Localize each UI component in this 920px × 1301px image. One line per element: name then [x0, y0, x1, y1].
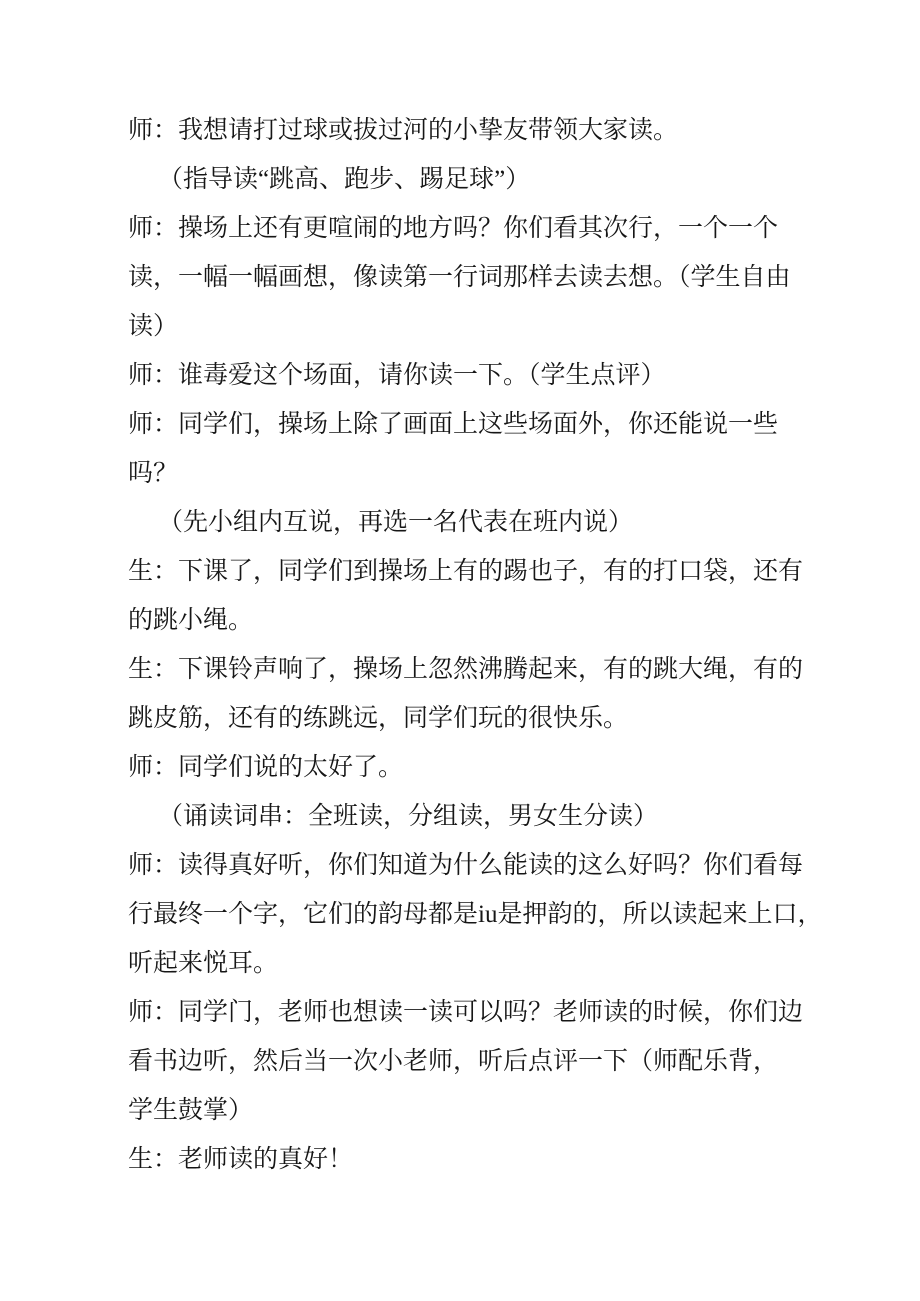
text-line: 读）	[128, 313, 179, 340]
text-line: 听起来悦耳。	[128, 950, 279, 977]
text-line: 吗？	[128, 460, 179, 487]
text-line: 行最终一个字，它们的韵母都是iu是押韵的，所以读起来上口，	[128, 901, 823, 928]
text-line: 师：同学们，操场上除了画面上这些场面外，你还能说一些	[128, 411, 779, 438]
text-line: 生：老师读的真好！	[128, 1146, 354, 1173]
text-line: 师：操场上还有更喧闹的地方吗？你们看其次行，一个一个	[128, 215, 779, 242]
text-line: 师：读得真好听，你们知道为什么能读的这么好吗？你们看每	[128, 852, 804, 879]
text-line: 师：谁毒爱这个场面，请你读一下。（学生点评）	[128, 362, 666, 389]
text-line: 生：下课了，同学们到操场上有的踢也子，有的打口袋，还有	[128, 558, 804, 585]
text-line: 师：我想请打过球或拔过河的小挚友带领大家读。	[128, 117, 679, 144]
document-text-body	[128, 106, 823, 1184]
text-line: 师：同学门，老师也想读一读可以吗？老师读的时候，你们边	[128, 999, 804, 1026]
text-line: 生：下课铃声响了，操场上忽然沸腾起来，有的跳大绳，有的	[128, 656, 804, 683]
text-line: 读，一幅一幅画想，像读第一行词那样去读去想。（学生自由	[128, 264, 791, 291]
text-line: 跳皮筋，还有的练跳远，同学们玩的很快乐。	[128, 705, 629, 732]
text-line: 师：同学们说的太好了。	[128, 754, 404, 781]
text-line: 看书边听，然后当一次小老师，听后点评一下（师配乐背，	[128, 1048, 779, 1075]
text-line: （诵读词串：全班读，分组读，男女生分读）	[158, 803, 659, 830]
text-line: （指导读“跳高、跑步、踢足球”）	[158, 166, 531, 193]
text-line: （先小组内互说，再选一名代表在班内说）	[158, 509, 634, 536]
text-line: 学生鼓掌）	[128, 1097, 254, 1124]
text-line: 的跳小绳。	[128, 607, 254, 634]
